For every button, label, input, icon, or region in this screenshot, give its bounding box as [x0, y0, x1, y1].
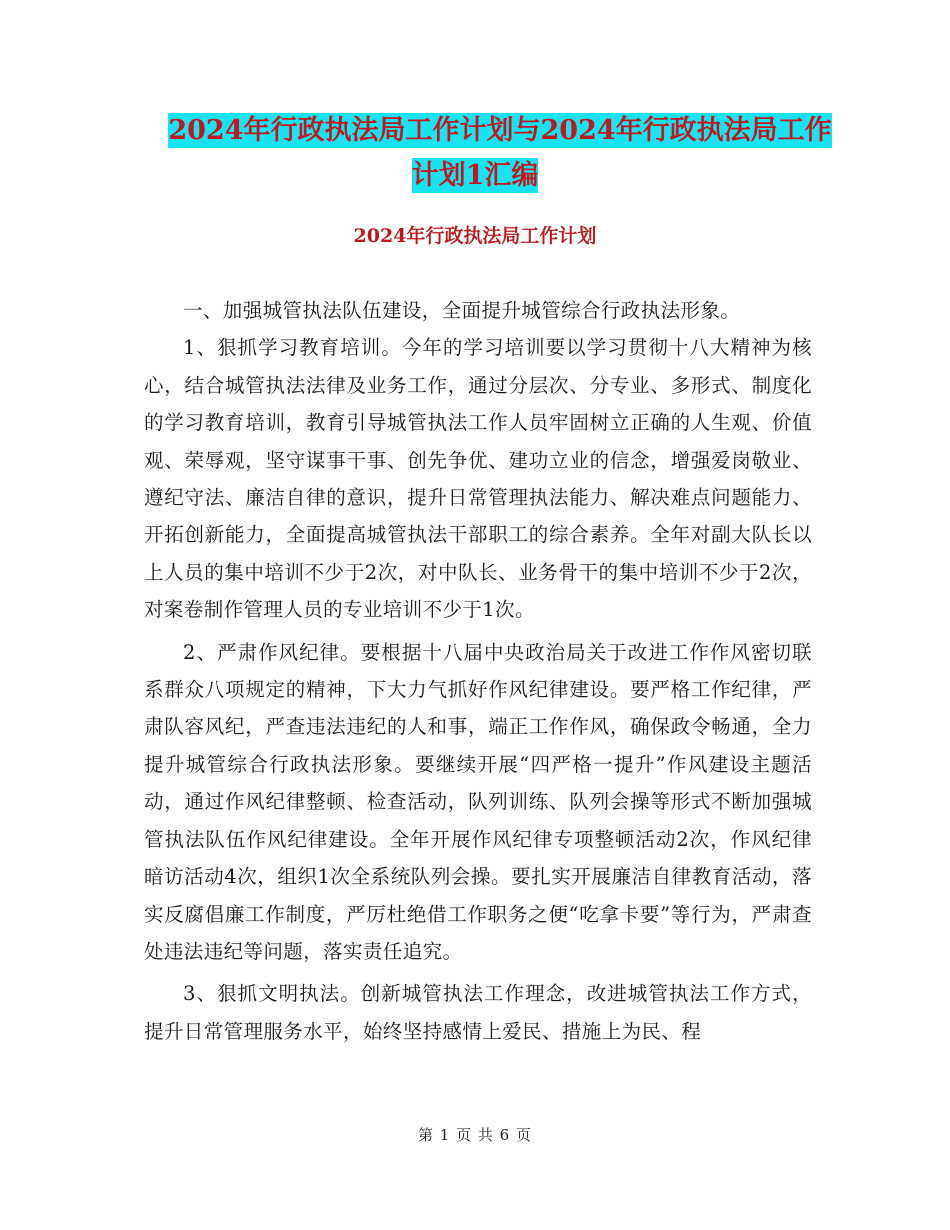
paragraph: 2、严肃作风纪律。要根据十八届中央政治局关于改进工作作风密切联系群众八项规定的精神，下大力气抓好作风纪律建设。要严格工作纪律，严肃队容风纪，严查违法违纪的人和事，端正工作作风，确保政令畅通，全力提升城管综合行政执法形象。要继续开展“四严格一提升”作风建设主题活动，通过作风纪律整顿、检查活动，队列训练、队列会操等形式不断加强城管执法队伍作风纪律建设。全年开展作风纪律专项整顿活动2次，作风纪律暗访活动4次，组织1次全系统队列会操。要扎实开展廉洁自律教育活动，落实反腐倡廉工作制度，严厉杜绝借工作职务之便“吃拿卡要”等行为，严肃查处违法违纪等问题，落实责任追究。	[144, 640, 812, 963]
page-footer: 第 1 页 共 6 页	[418, 1126, 532, 1144]
section-title: 2024年行政执法局工作计划	[353, 225, 597, 247]
document-title	[0, 108, 950, 198]
paragraph: 一、加强城管执法队伍建设，全面提升城管综合行政执法形象。	[183, 299, 741, 322]
paragraph: 3、狠抓文明执法。创新城管执法工作理念，改进城管执法工作方式，提升日常管理服务水平，始终坚持感情上爱民、措施上为民、程	[144, 982, 812, 1043]
paragraph: 1、狠抓学习教育培训。今年的学习培训要以学习贯彻十八大精神为核心，结合城管执法法律及业务工作，通过分层次、分专业、多形式、制度化的学习教育培训，教育引导城管执法工作人员牢固树立正确的人生观、价值观、荣辱观，坚守谋事干事、创先争优、建功立业的信念，增强爱岗敬业、遵纪守法、廉洁自律的意识，提升日常管理执法能力、解决难点问题能力、开拓创新能力，全面提高城管执法干部职工的综合素养。全年对副大队长以上人员的集中培训不少于2次，对中队长、业务骨干的集中培训不少于2次，对案卷制作管理人员的专业培训不少于1次。	[144, 336, 812, 622]
document-body	[144, 292, 812, 1050]
document-title-line1: 2024年行政执法局工作计划与2024年行政执法局工作	[168, 115, 832, 146]
document-title-line2: 计划1汇编	[411, 160, 539, 191]
